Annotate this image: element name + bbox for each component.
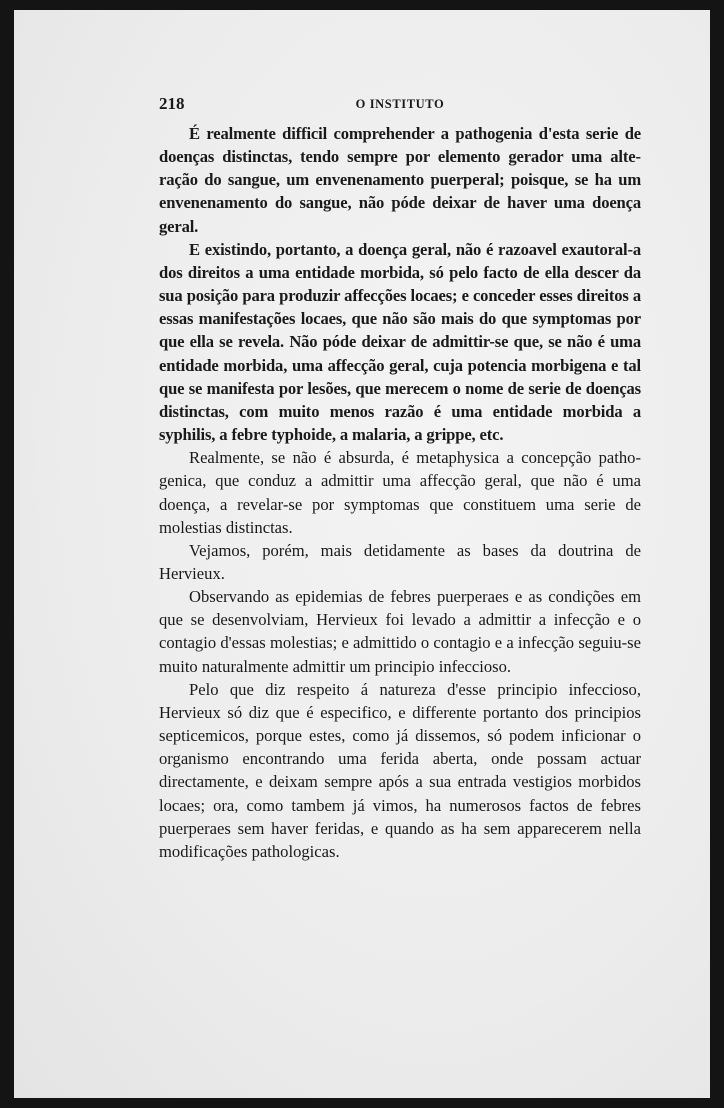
page-number: 218 xyxy=(159,94,185,113)
paragraph: E existindo, portanto, a doença geral, não é razoavel exautoral-a dos direitos a uma entidade morbida, só pelo facto de ella descer da sua posição para produzir affecções locaes; e conceder esses direitos a essas manifestações locaes, que não são mais do que symptomas por que ella se revela. Não póde deixar de admittir-se que, se não é uma entidade morbida, uma affecção geral, cuja potencia morbigena e tal que se manifesta por lesões, que merecem o nome de serie de doenças distinctas, com muito menos razão é uma entidade morbida a syphilis, a febre typhoide, a malaria, a grippe, etc. xyxy=(159,239,641,445)
page-content xyxy=(159,92,641,863)
running-title: O INSTITUTO xyxy=(355,97,445,111)
paragraph: Observando as epidemias de febres puerperaes e as condições em que se desenvolviam, Hervieux foi levado a admittir a infecção e o contagio d'essas molestias; e admittido o contagio e a infecção seguiu-se muito naturalmente admittir um principio infeccioso. xyxy=(159,587,641,676)
book-page xyxy=(14,10,710,1098)
paragraph: É realmente difficil comprehender a pathogenia d'esta serie de doenças distinctas, tendo sempre por elemento gerador uma alteração do sangue, um envenenamento puerperal; poisque, se ha um envenenamento do sangue, não póde deixar de haver uma doença geral. xyxy=(159,124,641,236)
paragraph: Pelo que diz respeito á natureza d'esse principio infeccioso, Hervieux só diz que é especifico, e differente portanto dos principios septicemicos, porque estes, como já dissemos, só podem inficionar o organismo encontrando uma ferida aberta, onde possam actuar directamente, e deixam sempre após a sua entrada vestigios morbidos locaes; ora, como tambem já vimos, ha numerosos factos de febres puerperaes sem haver feridas, e quando as ha sem apparecerem nella modificações pathologicas. xyxy=(159,679,641,861)
paragraph: Vejamos, porém, mais detidamente as bases da doutrina de Hervieux. xyxy=(159,540,641,583)
paragraph: Realmente, se não é absurda, é metaphysica a concepção pathogenica, que conduz a admittir uma affecção geral, que não é uma doença, a revelar-se por symptomas que constituem uma serie de molestias distinctas. xyxy=(159,448,641,537)
page-header xyxy=(159,92,641,118)
